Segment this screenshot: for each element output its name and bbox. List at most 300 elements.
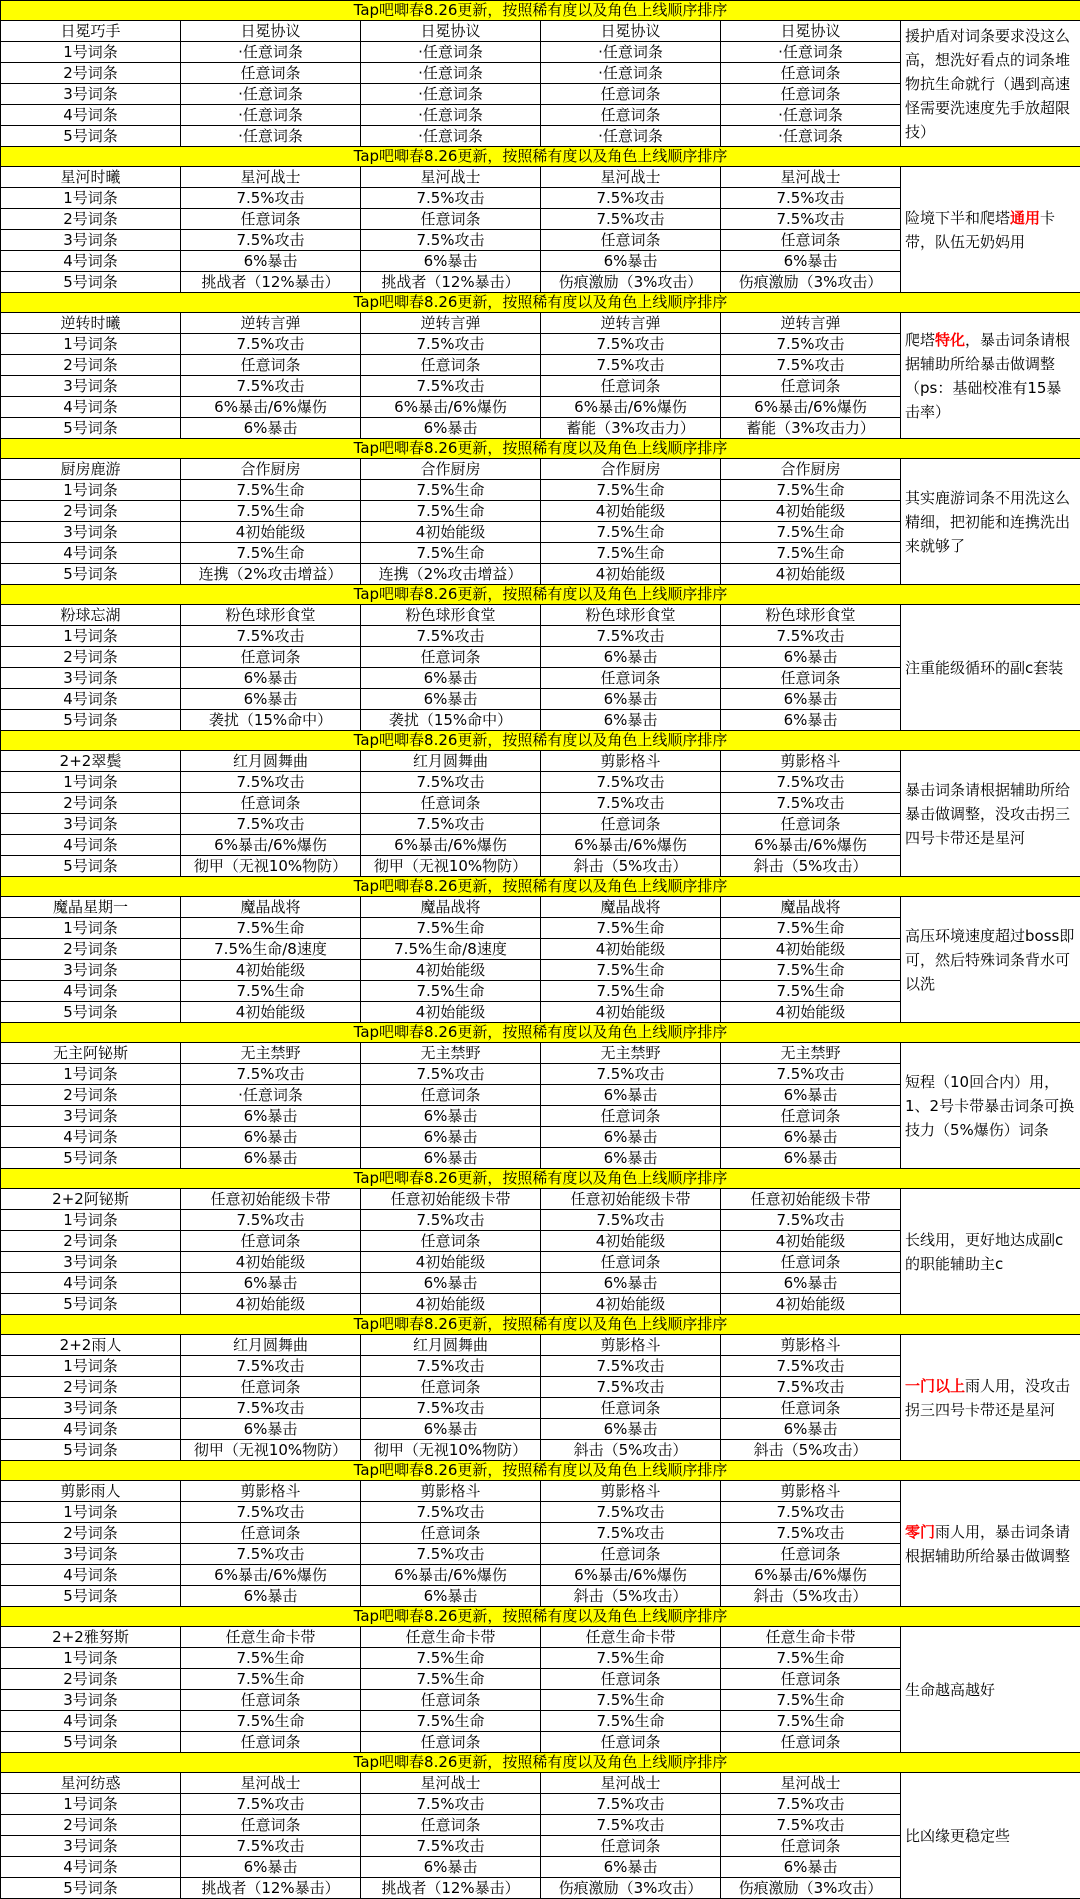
section-banner [1, 439, 1080, 459]
stat-cell: 7.5%生命 [181, 543, 361, 564]
character-name: 剪影雨人 [1, 1481, 181, 1502]
note-text: 援护盾对词条要求没这么高，想洗好看点的词条堆物抗生命就行（遇到高速怪需要洗速度先手放超限技） [905, 27, 1070, 141]
note-text: 雨人用，没攻击拐三四号卡带还是星河 [905, 1377, 1070, 1419]
cartridge-name: 魔晶战将 [721, 897, 901, 918]
stat-cell: 6%暴击 [181, 1106, 361, 1127]
section-header-row [1, 605, 1080, 626]
stat-cell: 7.5%生命 [541, 522, 721, 543]
stat-cell: 7.5%攻击 [181, 1502, 361, 1523]
slot-label: 4号词条 [1, 1565, 181, 1586]
stat-cell: 6%暴击/6%爆伤 [541, 397, 721, 418]
stat-cell: ·任意词条 [541, 42, 721, 63]
stat-cell: 7.5%攻击 [541, 334, 721, 355]
cartridge-name: 任意初始能级卡带 [541, 1189, 721, 1210]
stat-cell: 7.5%攻击 [541, 1064, 721, 1085]
stat-cell: 蓄能（3%攻击力） [721, 418, 901, 439]
section-banner [1, 1607, 1080, 1627]
stat-cell: 7.5%生命 [361, 501, 541, 522]
stat-cell: 伤痕激励（3%攻击） [541, 1878, 721, 1899]
cartridge-name: 剪影格斗 [721, 1481, 901, 1502]
stat-cell: 7.5%生命 [721, 543, 901, 564]
stat-cell: 彻甲（无视10%物防） [181, 856, 361, 877]
stat-cell: ·任意词条 [361, 105, 541, 126]
slot-label: 2号词条 [1, 1231, 181, 1252]
slot-label: 4号词条 [1, 397, 181, 418]
section-note [901, 1335, 1080, 1461]
stat-cell: ·任意词条 [181, 1085, 361, 1106]
stat-cell: 任意词条 [721, 1836, 901, 1857]
cartridge-name: 星河战士 [181, 1773, 361, 1794]
stat-cell: 7.5%生命 [541, 981, 721, 1002]
stat-cell: 伤痕激励（3%攻击） [541, 272, 721, 293]
stat-cell: 7.5%攻击 [721, 1502, 901, 1523]
cartridge-name: 日冕协议 [361, 21, 541, 42]
stat-cell: 7.5%生命 [721, 1648, 901, 1669]
stat-cell: 挑战者（12%暴击） [361, 272, 541, 293]
stat-cell: 6%暴击/6%爆伤 [721, 835, 901, 856]
stat-cell: 斜击（5%攻击） [721, 856, 901, 877]
stat-cell: 任意词条 [361, 355, 541, 376]
cartridge-name: 剪影格斗 [721, 751, 901, 772]
stat-cell: 7.5%攻击 [721, 355, 901, 376]
stat-cell: 任意词条 [361, 209, 541, 230]
stat-cell: 7.5%生命 [361, 1711, 541, 1732]
stat-cell: 任意词条 [361, 793, 541, 814]
character-name: 2+2雅努斯 [1, 1627, 181, 1648]
slot-label: 1号词条 [1, 334, 181, 355]
note-text: 比凶缘更稳定些 [905, 1827, 1010, 1845]
stat-cell: 6%暴击 [181, 1148, 361, 1169]
slot-label: 1号词条 [1, 42, 181, 63]
section-note [901, 1189, 1080, 1315]
stat-cell: 彻甲（无视10%物防） [181, 1440, 361, 1461]
stat-cell: 6%暴击 [361, 251, 541, 272]
stat-cell: ·任意词条 [181, 126, 361, 147]
note-text: ，暴击词条请根据辅助所给暴击做调整（ps：基础校准有15暴击率） [905, 331, 1070, 421]
slot-label: 3号词条 [1, 230, 181, 251]
character-name: 2+2翠鬓 [1, 751, 181, 772]
banner-text: Tap吧唧春8.26更新，按照稀有度以及角色上线顺序排序 [1, 1023, 1080, 1043]
stat-cell: ·任意词条 [721, 42, 901, 63]
stat-cell: 任意词条 [541, 1398, 721, 1419]
stat-cell: 7.5%攻击 [361, 230, 541, 251]
stat-cell: 7.5%生命 [361, 1648, 541, 1669]
cartridge-name: 任意初始能级卡带 [721, 1189, 901, 1210]
section-banner [1, 1315, 1080, 1335]
cartridge-name: 星河战士 [361, 167, 541, 188]
stat-cell: 4初始能级 [721, 1294, 901, 1315]
slot-label: 5号词条 [1, 1878, 181, 1899]
stat-cell: 6%暴击 [541, 1419, 721, 1440]
cartridge-name: 魔晶战将 [541, 897, 721, 918]
slot-label: 5号词条 [1, 1294, 181, 1315]
stat-cell: 7.5%攻击 [721, 772, 901, 793]
cartridge-name: 合作厨房 [361, 459, 541, 480]
cartridge-name: 魔晶战将 [361, 897, 541, 918]
stat-cell: 6%暴击 [181, 1419, 361, 1440]
slot-label: 1号词条 [1, 918, 181, 939]
character-name: 厨房鹿游 [1, 459, 181, 480]
cartridge-name: 星河战士 [541, 167, 721, 188]
stat-cell: 7.5%攻击 [361, 1836, 541, 1857]
stat-cell: 7.5%攻击 [361, 1502, 541, 1523]
note-text: 卡带，队伍无奶妈用 [905, 209, 1055, 251]
stat-cell: 6%暴击 [361, 1857, 541, 1878]
stat-cell: 连携（2%攻击增益） [181, 564, 361, 585]
note-text: 其实鹿游词条不用洗这么精细，把初能和连携洗出来就够了 [905, 489, 1070, 555]
stat-cell: 任意词条 [361, 1231, 541, 1252]
stat-cell: ·任意词条 [361, 42, 541, 63]
section-note [901, 605, 1080, 731]
stat-cell: 6%暴击/6%爆伤 [361, 835, 541, 856]
section-banner [1, 1, 1080, 21]
section-header-row [1, 1481, 1080, 1502]
stat-cell: 7.5%攻击 [721, 1210, 901, 1231]
stat-cell: 7.5%攻击 [541, 1794, 721, 1815]
cartridge-name: 日冕协议 [541, 21, 721, 42]
slot-label: 5号词条 [1, 1440, 181, 1461]
stat-cell: 6%暴击 [721, 647, 901, 668]
stat-cell: ·任意词条 [181, 42, 361, 63]
cartridge-name: 星河战士 [181, 167, 361, 188]
stat-cell: 7.5%攻击 [361, 188, 541, 209]
slot-label: 1号词条 [1, 1064, 181, 1085]
section-header-row [1, 167, 1080, 188]
stat-cell: 任意词条 [181, 1815, 361, 1836]
section-banner [1, 1753, 1080, 1773]
stat-cell: 7.5%生命 [181, 1711, 361, 1732]
slot-label: 4号词条 [1, 251, 181, 272]
stat-cell: 任意词条 [181, 1690, 361, 1711]
stat-cell: 6%暴击/6%爆伤 [361, 397, 541, 418]
section-header-row [1, 1043, 1080, 1064]
slot-label: 3号词条 [1, 84, 181, 105]
stat-cell: 7.5%攻击 [721, 188, 901, 209]
slot-label: 3号词条 [1, 1106, 181, 1127]
stat-cell: 6%暴击 [541, 1085, 721, 1106]
slot-label: 4号词条 [1, 1419, 181, 1440]
stat-cell: 斜击（5%攻击） [541, 856, 721, 877]
character-name: 2+2雨人 [1, 1335, 181, 1356]
character-name: 无主阿铋斯 [1, 1043, 181, 1064]
cartridge-name: 星河战士 [721, 1773, 901, 1794]
stat-cell: 任意词条 [541, 1669, 721, 1690]
stat-cell: 6%暴击/6%爆伤 [181, 1565, 361, 1586]
stat-cell: 7.5%生命 [721, 522, 901, 543]
stat-cell: 4初始能级 [541, 564, 721, 585]
slot-label: 2号词条 [1, 939, 181, 960]
stat-cell: 7.5%生命 [541, 1690, 721, 1711]
stat-cell: 7.5%生命 [361, 543, 541, 564]
slot-label: 4号词条 [1, 1273, 181, 1294]
stat-cell: 7.5%攻击 [721, 1064, 901, 1085]
stat-cell: 7.5%攻击 [721, 1356, 901, 1377]
slot-label: 1号词条 [1, 1794, 181, 1815]
stat-cell: 6%暴击/6%爆伤 [181, 397, 361, 418]
stat-cell: 6%暴击 [721, 1273, 901, 1294]
slot-label: 4号词条 [1, 1127, 181, 1148]
stat-cell: 斜击（5%攻击） [541, 1586, 721, 1607]
stat-cell: 6%暴击 [721, 689, 901, 710]
cartridge-name: 日冕协议 [181, 21, 361, 42]
stat-cell: 任意词条 [181, 1377, 361, 1398]
stat-cell: 4初始能级 [721, 1231, 901, 1252]
stat-cell: 7.5%攻击 [721, 334, 901, 355]
stat-cell: 6%暴击 [181, 1586, 361, 1607]
stat-cell: 任意词条 [361, 1732, 541, 1753]
stat-cell: 7.5%攻击 [541, 1356, 721, 1377]
slot-label: 3号词条 [1, 376, 181, 397]
note-text: 爬塔 [905, 331, 935, 349]
slot-label: 2号词条 [1, 1669, 181, 1690]
section-header-row [1, 1773, 1080, 1794]
section-note [901, 313, 1080, 439]
slot-label: 1号词条 [1, 626, 181, 647]
stat-cell: 蓄能（3%攻击力） [541, 418, 721, 439]
stat-cell: 连携（2%攻击增益） [361, 564, 541, 585]
banner-text: Tap吧唧春8.26更新，按照稀有度以及角色上线顺序排序 [1, 1461, 1080, 1481]
slot-label: 2号词条 [1, 1377, 181, 1398]
stat-cell: 任意词条 [721, 1669, 901, 1690]
note-text: 长线用，更好地达成副c的职能辅助主c [905, 1231, 1063, 1273]
stat-cell: 任意词条 [361, 1690, 541, 1711]
slot-label: 2号词条 [1, 63, 181, 84]
cartridge-name: 无主禁野 [361, 1043, 541, 1064]
slot-label: 2号词条 [1, 209, 181, 230]
stat-cell: 7.5%攻击 [541, 1815, 721, 1836]
stat-cell: 任意词条 [181, 355, 361, 376]
slot-label: 2号词条 [1, 1085, 181, 1106]
cartridge-name: 魔晶战将 [181, 897, 361, 918]
cartridge-name: 无主禁野 [721, 1043, 901, 1064]
section-header-row [1, 1189, 1080, 1210]
section-note [901, 459, 1080, 585]
slot-label: 5号词条 [1, 418, 181, 439]
stat-cell: 7.5%攻击 [541, 626, 721, 647]
banner-text: Tap吧唧春8.26更新，按照稀有度以及角色上线顺序排序 [1, 585, 1080, 605]
stat-cell: 7.5%生命 [181, 480, 361, 501]
stat-cell: 7.5%攻击 [721, 626, 901, 647]
cartridge-name: 逆转言弹 [721, 313, 901, 334]
cartridge-name: 星河战士 [361, 1773, 541, 1794]
slot-label: 3号词条 [1, 960, 181, 981]
character-name: 粉球忘湖 [1, 605, 181, 626]
stat-cell: 6%暴击 [361, 1148, 541, 1169]
section-banner [1, 1461, 1080, 1481]
section-banner [1, 293, 1080, 313]
cartridge-name: 任意初始能级卡带 [361, 1189, 541, 1210]
stat-cell: 7.5%生命 [541, 480, 721, 501]
stat-cell: 7.5%攻击 [541, 1377, 721, 1398]
cartridge-name: 粉色球形食堂 [721, 605, 901, 626]
note-text: 暴击词条请根据辅助所给暴击做调整，没攻击拐三四号卡带还是星河 [905, 781, 1070, 847]
stat-cell: 7.5%攻击 [181, 1356, 361, 1377]
stat-cell: 挑战者（12%暴击） [361, 1878, 541, 1899]
banner-text: Tap吧唧春8.26更新，按照稀有度以及角色上线顺序排序 [1, 1315, 1080, 1335]
cartridge-name: 红月圆舞曲 [181, 1335, 361, 1356]
stat-cell: 7.5%生命 [361, 480, 541, 501]
stat-cell: 7.5%攻击 [181, 1210, 361, 1231]
stat-cell: ·任意词条 [541, 126, 721, 147]
section-banner [1, 1169, 1080, 1189]
slot-label: 3号词条 [1, 668, 181, 689]
stat-cell: 6%暴击 [721, 1127, 901, 1148]
banner-text: Tap吧唧春8.26更新，按照稀有度以及角色上线顺序排序 [1, 1607, 1080, 1627]
stat-cell: 6%暴击 [181, 1127, 361, 1148]
slot-label: 5号词条 [1, 1732, 181, 1753]
stat-cell: 7.5%攻击 [721, 1523, 901, 1544]
character-name: 星河时曦 [1, 167, 181, 188]
slot-label: 2号词条 [1, 1815, 181, 1836]
cartridge-name: 星河战士 [721, 167, 901, 188]
section-note [901, 1627, 1080, 1753]
cartridge-name: 合作厨房 [541, 459, 721, 480]
stat-cell: 任意词条 [541, 84, 721, 105]
stat-cell: 6%暴击 [541, 251, 721, 272]
stat-cell: 7.5%攻击 [181, 1836, 361, 1857]
stat-cell: 4初始能级 [181, 960, 361, 981]
stat-cell: 任意词条 [721, 668, 901, 689]
stat-cell: 任意词条 [181, 1231, 361, 1252]
stat-cell: 6%暴击/6%爆伤 [721, 1565, 901, 1586]
stat-cell: 7.5%生命 [541, 918, 721, 939]
stat-cell: 7.5%攻击 [541, 209, 721, 230]
stat-cell: 7.5%攻击 [181, 376, 361, 397]
stat-cell: 6%暴击 [361, 1586, 541, 1607]
stat-cell: 6%暴击 [541, 1127, 721, 1148]
stat-cell: 任意词条 [721, 1544, 901, 1565]
cartridge-name: 粉色球形食堂 [361, 605, 541, 626]
slot-label: 3号词条 [1, 1690, 181, 1711]
stat-cell: 6%暴击 [541, 689, 721, 710]
section-header-row [1, 751, 1080, 772]
stat-cell: 袭扰（15%命中） [361, 710, 541, 731]
note-highlight: 零门 [905, 1523, 935, 1541]
slot-label: 2号词条 [1, 647, 181, 668]
stat-cell: 7.5%生命/8速度 [181, 939, 361, 960]
stat-cell: 任意词条 [361, 1523, 541, 1544]
stat-cell: 4初始能级 [181, 1252, 361, 1273]
slot-label: 5号词条 [1, 1586, 181, 1607]
stat-cell: 7.5%攻击 [181, 772, 361, 793]
stat-cell: 7.5%生命 [541, 960, 721, 981]
banner-text: Tap吧唧春8.26更新，按照稀有度以及角色上线顺序排序 [1, 731, 1080, 751]
stat-cell: 7.5%攻击 [361, 626, 541, 647]
slot-label: 4号词条 [1, 1857, 181, 1878]
cartridge-name: 任意生命卡带 [721, 1627, 901, 1648]
cartridge-name: 任意生命卡带 [181, 1627, 361, 1648]
stat-cell: 7.5%攻击 [541, 1502, 721, 1523]
stat-cell: 7.5%攻击 [361, 1210, 541, 1231]
note-text: 险境下半和爬塔 [905, 209, 1010, 227]
stat-cell: 彻甲（无视10%物防） [361, 1440, 541, 1461]
stat-cell: 袭扰（15%命中） [181, 710, 361, 731]
stat-cell: 6%暴击 [361, 689, 541, 710]
slot-label: 5号词条 [1, 272, 181, 293]
stat-cell: 6%暴击 [721, 1419, 901, 1440]
stat-cell: 7.5%攻击 [181, 188, 361, 209]
stat-cell: 7.5%攻击 [541, 793, 721, 814]
stat-cell: ·任意词条 [721, 105, 901, 126]
stat-cell: 7.5%攻击 [181, 230, 361, 251]
stat-cell: 任意词条 [721, 814, 901, 835]
stat-cell: 4初始能级 [361, 1294, 541, 1315]
stat-cell: 6%暴击 [541, 1857, 721, 1878]
stat-cell: 7.5%生命 [181, 1648, 361, 1669]
banner-text: Tap吧唧春8.26更新，按照稀有度以及角色上线顺序排序 [1, 1753, 1080, 1773]
slot-label: 2号词条 [1, 1523, 181, 1544]
cartridge-name: 红月圆舞曲 [361, 751, 541, 772]
slot-label: 1号词条 [1, 1356, 181, 1377]
slot-label: 3号词条 [1, 1544, 181, 1565]
banner-text: Tap吧唧春8.26更新，按照稀有度以及角色上线顺序排序 [1, 293, 1080, 313]
stat-cell: 任意词条 [181, 63, 361, 84]
stat-cell: 7.5%攻击 [361, 1064, 541, 1085]
stat-cell: 7.5%攻击 [541, 772, 721, 793]
stat-cell: 伤痕激励（3%攻击） [721, 1878, 901, 1899]
stat-cell: 6%暴击 [181, 1273, 361, 1294]
stat-cell: 7.5%攻击 [361, 334, 541, 355]
note-text: 雨人用，暴击词条请根据辅助所给暴击做调整 [905, 1523, 1070, 1565]
stat-cell: 任意词条 [721, 1252, 901, 1273]
stat-cell: 4初始能级 [181, 522, 361, 543]
slot-label: 3号词条 [1, 1252, 181, 1273]
stat-cell: 7.5%攻击 [361, 1544, 541, 1565]
stat-cell: 7.5%攻击 [181, 814, 361, 835]
stat-cell: 6%暴击 [361, 418, 541, 439]
stat-cell: 7.5%攻击 [181, 1064, 361, 1085]
stat-cell: 7.5%攻击 [541, 1210, 721, 1231]
stat-cell: 7.5%生命 [541, 543, 721, 564]
cartridge-name: 剪影格斗 [361, 1481, 541, 1502]
note-text: 注重能级循环的副c套装 [905, 659, 1063, 677]
stat-cell: 7.5%攻击 [721, 1377, 901, 1398]
stat-cell: 7.5%攻击 [361, 814, 541, 835]
stat-cell: 4初始能级 [361, 960, 541, 981]
section-note [901, 1481, 1080, 1607]
stat-cell: 4初始能级 [181, 1002, 361, 1023]
slot-label: 1号词条 [1, 772, 181, 793]
section-note [901, 167, 1080, 293]
stat-cell: ·任意词条 [181, 105, 361, 126]
stat-cell: 4初始能级 [721, 939, 901, 960]
section-banner [1, 1023, 1080, 1043]
banner-text: Tap吧唧春8.26更新，按照稀有度以及角色上线顺序排序 [1, 147, 1080, 167]
stat-cell: 4初始能级 [361, 522, 541, 543]
slot-label: 4号词条 [1, 543, 181, 564]
slot-label: 5号词条 [1, 564, 181, 585]
cartridge-name: 任意生命卡带 [541, 1627, 721, 1648]
cartridge-name: 日冕协议 [721, 21, 901, 42]
stat-cell: 任意词条 [181, 1732, 361, 1753]
stat-cell: 任意词条 [721, 1106, 901, 1127]
stat-cell: 7.5%生命 [721, 480, 901, 501]
stat-cell: 任意词条 [721, 230, 901, 251]
stat-cell: 任意词条 [361, 1815, 541, 1836]
stat-cell: 6%暴击 [541, 1148, 721, 1169]
stat-cell: 6%暴击/6%爆伤 [361, 1565, 541, 1586]
stat-cell: 6%暴击 [361, 1106, 541, 1127]
note-highlight: 一门以上 [905, 1377, 965, 1395]
stat-cell: 7.5%攻击 [541, 1523, 721, 1544]
stat-cell: 任意词条 [361, 1377, 541, 1398]
slot-label: 1号词条 [1, 188, 181, 209]
slot-label: 4号词条 [1, 105, 181, 126]
section-note [901, 751, 1080, 877]
stat-cell: 6%暴击 [721, 1085, 901, 1106]
cartridge-name: 任意初始能级卡带 [181, 1189, 361, 1210]
stat-cell: 任意词条 [541, 1732, 721, 1753]
